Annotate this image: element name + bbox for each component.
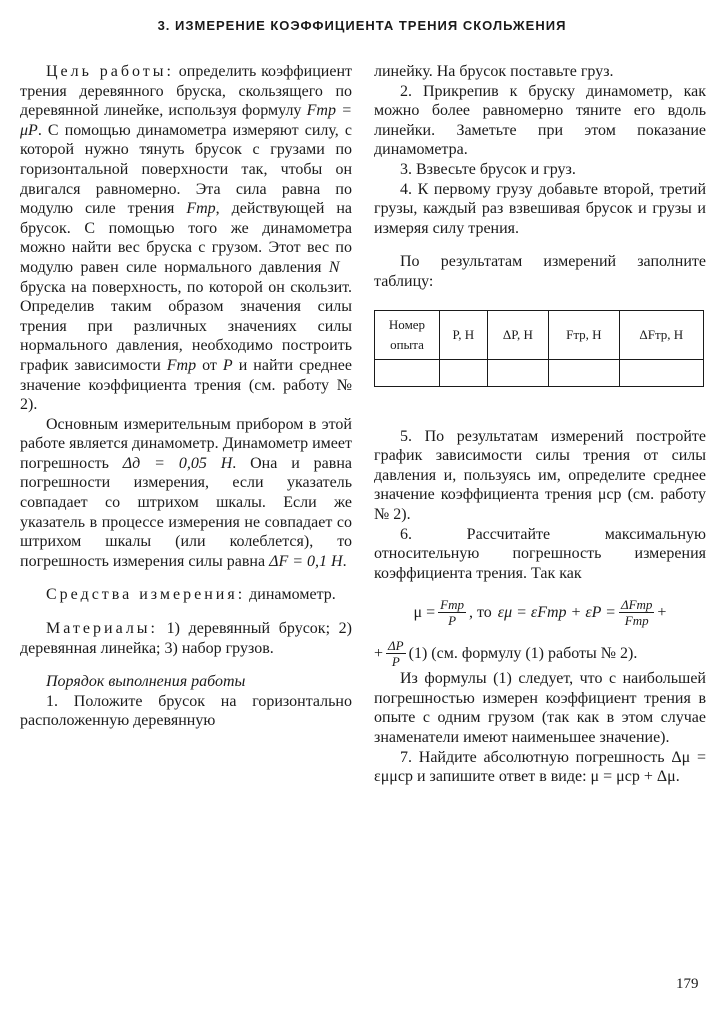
formula-fraction-3 xyxy=(386,638,406,669)
formula-fraction-2 xyxy=(619,597,654,628)
goal-formula: Fтр = μP xyxy=(20,102,353,139)
step-6: 6. Рассчитайте максимальную относительную погрешность измерения коэффициента трения. Так как xyxy=(374,525,706,582)
instrument-text-3: . xyxy=(342,552,347,570)
goal-text-5: от xyxy=(196,356,223,374)
left-column xyxy=(20,62,352,731)
table-cell[interactable] xyxy=(375,359,440,386)
goal-text-3: , действующей на брусок. С помощью того же динамометра можно найти вес бруска с грузом. Этот вес по модулю равен силе нормального давления xyxy=(20,200,353,276)
table-header-cell: ΔFтр, Н xyxy=(619,310,703,359)
instrument-delta: Δд = 0,05 Н xyxy=(122,454,233,472)
table-cell[interactable] xyxy=(487,359,548,386)
goal-symbol-f2: Fтр xyxy=(166,356,197,374)
instrument-text-1: Основным измерительным прибором в этой работе является динамометр. Динамометр имеет погрешность xyxy=(20,415,352,472)
tools-paragraph xyxy=(20,585,352,605)
goal-paragraph xyxy=(20,62,352,415)
instrument-delta-f: ΔF = 0,1 Н xyxy=(269,552,343,570)
instrument-paragraph xyxy=(20,415,352,572)
step-3: 3. Взвесьте брусок и груз. xyxy=(400,160,576,178)
materials-label: Материалы: xyxy=(46,620,158,638)
instrument-text-2: . Она и равна погрешности измерения, если указатель совпадает со штрихом шкалы. Если же указатель в процессе измерения не совпадает со штрихом шкалы (или колеблется), то погрешность измерения силы равна xyxy=(20,454,352,570)
table-cell[interactable] xyxy=(440,359,488,386)
formula-fraction-1 xyxy=(438,597,466,628)
formula-then: , то xyxy=(469,603,492,621)
goal-symbol-f: Fтр xyxy=(186,200,216,218)
formula-mu: μ = xyxy=(413,603,436,621)
table-cell[interactable] xyxy=(549,359,620,386)
fraction-3-denominator: P xyxy=(391,654,400,670)
conclusion: Из формулы (1) следует, что с наибольшей погрешностью измерен коэффициент трения в опыте с одним грузом (так как в этом случае знаменатели имеют наименьшее значение). xyxy=(374,670,706,747)
goal-label: Цель работы: xyxy=(46,63,174,80)
step-7: 7. Найдите абсолютную погрешность Δμ = εμμср и запишите ответ в виде: μ = μср + Δμ. xyxy=(374,748,706,786)
procedure-heading: Порядок выполнения работы xyxy=(46,673,246,691)
materials-text: 1) деревянный брусок; 2) деревянная линейка; 3) набор грузов. xyxy=(20,620,352,657)
formula-tail: (1) (см. формулу (1) работы № 2). xyxy=(408,644,638,662)
tools-text: динамометр. xyxy=(245,586,336,604)
formula-plus: + xyxy=(657,603,667,621)
formula-line-2 xyxy=(374,638,706,669)
goal-text-2: . С помощью динамометра измеряют силу, с которой нужно тянуть брусок с грузами по горизонтальной поверхности так, чтобы он двигался равномерно. Эта сила равна по модулю силе трения xyxy=(20,121,352,218)
step-5: 5. По результатам измерений постройте график зависимости силы трения от силы давления и, пользуясь им, определите среднее значение коэффициента трения μср (см. работу № 2). xyxy=(374,427,706,523)
step-1-start: 1. Положите брусок на горизонтально расположенную деревянную xyxy=(20,692,352,730)
table-cell[interactable] xyxy=(619,359,703,386)
table-header-cell: P, Н xyxy=(440,310,488,359)
table-intro: По результатам измерений заполните таблицу: xyxy=(374,253,706,290)
right-column xyxy=(374,62,706,787)
goal-text-1: определить коэффициент трения деревянного бруска, скользящего по деревянной линейке, используя формулу xyxy=(20,63,352,120)
step-1-end: линейку. На брусок поставьте груз. xyxy=(374,63,614,80)
goal-text-6: и найти среднее значение коэффициента трения (см. работу № 2). xyxy=(20,356,352,414)
step-4: 4. К первому грузу добавьте второй, третий грузы, каждый раз взвешивая брусок и грузы и измеряя силу трения. xyxy=(374,180,706,237)
page-number: 179 xyxy=(676,976,699,992)
tools-label: Средства измерения: xyxy=(46,586,246,604)
fraction-2-denominator: Fтр xyxy=(624,613,649,629)
formula-plus-2: + xyxy=(374,644,384,662)
goal-text-4: бруска на поверхность, по которой он скользит. Определив таким образом значения силы трения при различных значениях силы нормального давления, необходимо построить график зависимости xyxy=(20,278,352,374)
formula-line-1 xyxy=(374,597,706,628)
fraction-3-numerator: ΔP xyxy=(388,638,404,654)
measurement-table xyxy=(374,310,704,387)
fraction-1-denominator: P xyxy=(448,613,457,629)
goal-symbol-n: N⃗ xyxy=(328,258,352,276)
table-header-cell: ΔP, Н xyxy=(487,310,548,359)
page-title: 3. ИЗМЕРЕНИЕ КОЭФФИЦИЕНТА ТРЕНИЯ СКОЛЬЖЕНИЯ xyxy=(157,18,567,33)
table-header-cell: Fтр, Н xyxy=(549,310,620,359)
table-row xyxy=(375,359,704,386)
fraction-1-numerator: Fтр xyxy=(440,597,464,613)
table-header-cell: Номер опыта xyxy=(375,310,440,359)
formula-eps: εμ = εFтр + εP = xyxy=(497,603,616,621)
step-2: 2. Прикрепив к бруску динамометр, как можно более равномерно тяните его вдоль линейки. Заметьте при этом показание динамометра. xyxy=(374,82,706,159)
goal-symbol-p: P xyxy=(222,356,233,374)
materials-paragraph xyxy=(20,619,352,658)
fraction-2-numerator: ΔFтр xyxy=(620,597,653,613)
table-header-row xyxy=(375,310,704,359)
